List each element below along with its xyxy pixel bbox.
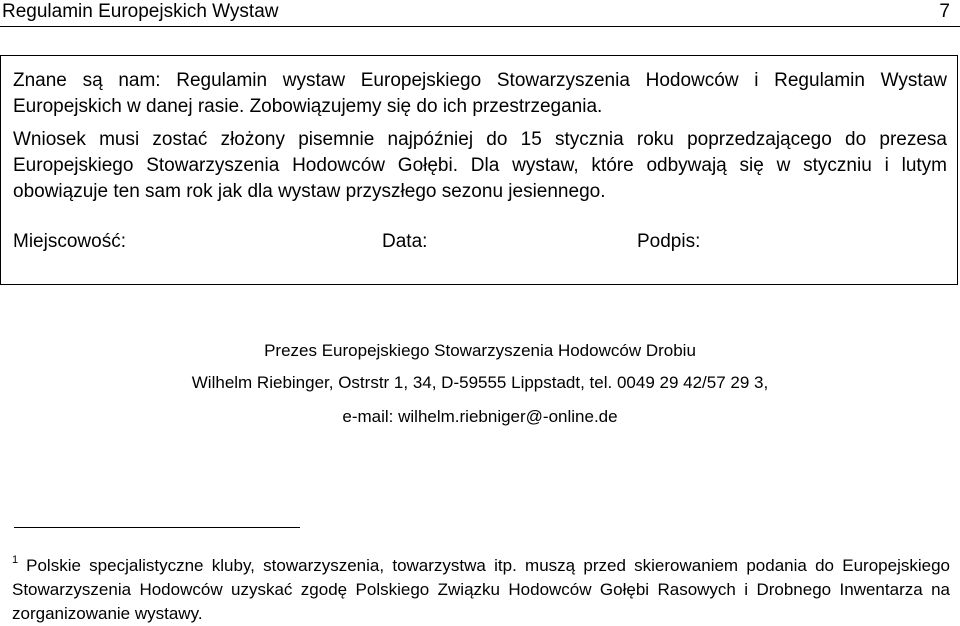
- place-label: Miejscowość:: [13, 231, 126, 252]
- declaration-paragraph: Znane są nam: Regulamin wystaw Europejskiego Stowarzyszenia Hodowców i Regulamin Wystaw Europejskich w danej rasie. Zobowiązujemy się do ich przestrzegania.: [13, 70, 947, 117]
- footnote-text: Polskie specjalistyczne kluby, stowarzyszenia, towarzystwa itp. muszą przed skierowaniem podania do Europejskiego Stowarzyszenia Hodowców uzyskać zgodę Polskiego Związku Hodowców Gołębi Rasowych i Drobnego Inwentarza na zorganizowanie wystawy.: [12, 556, 950, 623]
- contact-email: e-mail: wilhelm.riebniger@-online.de: [342, 407, 618, 426]
- contact-president: Prezes Europejskiego Stowarzyszenia Hodowców Drobiu: [264, 341, 696, 360]
- footnote-marker: 1: [12, 554, 19, 566]
- footnote-separator: [14, 527, 300, 528]
- page-header: [0, 0, 960, 27]
- application-deadline-paragraph: Wniosek musi zostać złożony pisemnie najpóźniej do 15 stycznia roku poprzedzającego do prezesa Europejskiego Stowarzyszenia Hodowców Gołębi. Dla wystaw, które odbywają się w styczniu i lutym obowiązuje ten sam rok jak dla wystaw przyszłego sezonu jesiennego.: [13, 129, 947, 202]
- signature-label: Podpis:: [637, 231, 701, 252]
- declaration-box: [0, 55, 958, 285]
- header-title: Regulamin Europejskich Wystaw: [2, 1, 279, 22]
- footnote: [12, 548, 950, 626]
- contact-address: Wilhelm Riebinger, Ostrstr 1, 34, D-59555 Lippstadt, tel. 0049 29 42/57 29 3,: [191, 373, 769, 392]
- page-number: 7: [939, 1, 950, 22]
- date-label: Data:: [382, 231, 428, 252]
